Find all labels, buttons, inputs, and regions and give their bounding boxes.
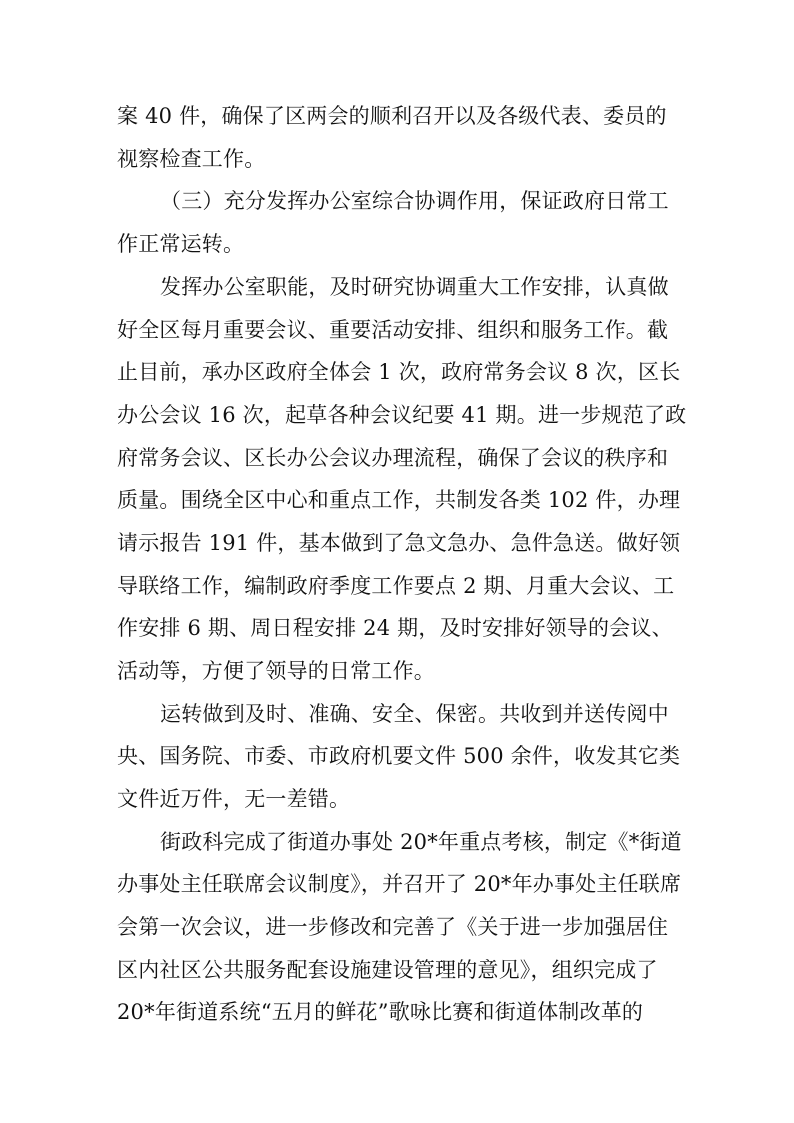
paragraph-start-line: 发挥办公室职能，及时研究协调重大工作安排，认真做 — [160, 275, 669, 299]
text-line: 活动等，方便了领导的日常工作。 — [117, 659, 435, 683]
text-line: 请示报告 191 件，基本做到了急文急办、急件急送。做好领 — [117, 531, 681, 555]
section-heading-line: 作正常运转。 — [117, 232, 245, 256]
text-line: 导联络工作，编制政府季度工作要点 2 期、月重大会议、工 — [117, 574, 675, 598]
text-line: 作安排 6 期、周日程安排 24 期，及时安排好领导的会议、 — [117, 616, 673, 640]
text-line: 文件近万件，无一差错。 — [117, 787, 351, 811]
text-line: 办事处主任联席会议制度》，并召开了 20*年办事处主任联席 — [117, 872, 682, 896]
text-line: 20*年街道系统“五月的鲜花”歌咏比赛和街道体制改革的 — [117, 1000, 644, 1024]
text-line: 好全区每月重要会议、重要活动安排、组织和服务工作。截 — [117, 318, 669, 342]
text-line: 案 40 件，确保了区两会的顺利召开以及各级代表、委员的 — [117, 104, 667, 128]
text-line: 央、国务院、市委、市政府机要文件 500 余件，收发其它类 — [117, 744, 681, 768]
paragraph-start-line: 街政科完成了街道办事处 20*年重点考核，制定《*街道 — [160, 830, 682, 854]
text-line: 视察检查工作。 — [117, 147, 266, 171]
text-line: 质量。围绕全区中心和重点工作，共制发各类 102 件，办理 — [117, 488, 681, 512]
text-line: 办公会议 16 次，起草各种会议纪要 41 期。进一步规范了政 — [117, 403, 687, 427]
text-line: 止目前，承办区政府全体会 1 次，政府常务会议 8 次，区长 — [117, 360, 681, 384]
text-line: 区内社区公共服务配套设施建设管理的意见》，组织完成了 — [117, 958, 658, 982]
text-line: 会第一次会议，进一步修改和完善了《关于进一步加强居住 — [117, 915, 669, 939]
section-heading-line: （三）充分发挥办公室综合协调作用，保证政府日常工 — [160, 189, 669, 213]
paragraph-start-line: 运转做到及时、准确、安全、保密。共收到并送传阅中 — [160, 702, 669, 726]
text-line: 府常务会议、区长办公会议办理流程，确保了会议的秩序和 — [117, 446, 669, 470]
